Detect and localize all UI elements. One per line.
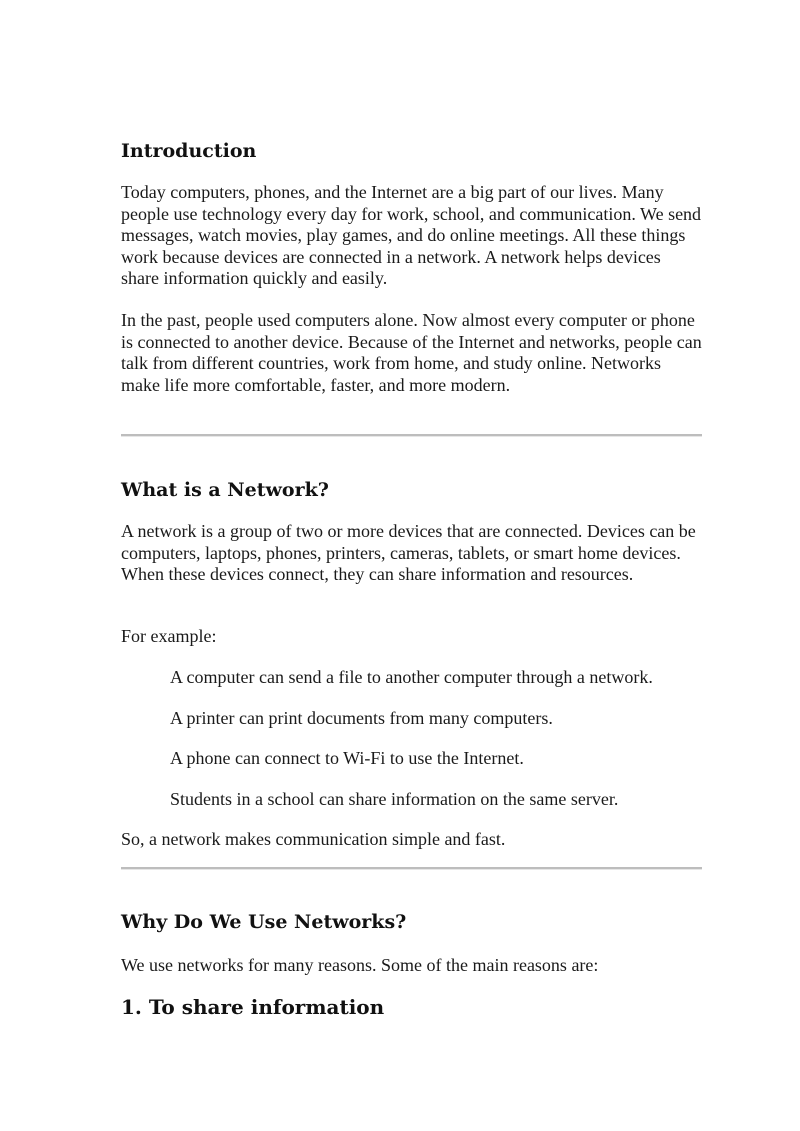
section-divider xyxy=(121,434,702,437)
introduction-paragraph-2: In the past, people used computers alone. Now almost every computer or phone is connected to another device. Because of the Internet and networks, people can talk from different countries, work from home, and study online. Networks make life more comfortable, faster, and more modern. xyxy=(121,310,702,395)
example-item: A phone can connect to Wi-Fi to use the Internet. xyxy=(170,748,524,768)
why-networks-paragraph: We use networks for many reasons. Some of the main reasons are: xyxy=(121,955,599,975)
introduction-paragraph-1: Today computers, phones, and the Internet are a big part of our lives. Many people use technology every day for work, school, and communication. We send messages, watch movies, play games, and do online meetings. All these things work because devices are connected in a network. A network helps devices share information quickly and easily. xyxy=(121,182,702,289)
section-divider xyxy=(121,867,702,870)
example-item: A printer can print documents from many computers. xyxy=(170,707,553,728)
what-is-network-heading: What is a Network? xyxy=(121,479,329,501)
network-conclusion: So, a network makes communication simple and fast. xyxy=(121,829,506,849)
why-networks-heading: Why Do We Use Networks? xyxy=(121,911,407,933)
share-information-subheading: 1. To share information xyxy=(121,995,385,1019)
what-is-network-paragraph: A network is a group of two or more devices that are connected. Devices can be computers, laptops, phones, printers, cameras, tablets, or smart home devices. When these devices connect, they can share information and resources. xyxy=(121,521,696,585)
introduction-heading: Introduction xyxy=(121,140,257,162)
example-intro: For example: xyxy=(121,626,217,646)
example-item: Students in a school can share information on the same server. xyxy=(170,788,619,809)
example-item: A computer can send a file to another computer through a network. xyxy=(170,667,653,687)
example-list xyxy=(170,667,710,829)
